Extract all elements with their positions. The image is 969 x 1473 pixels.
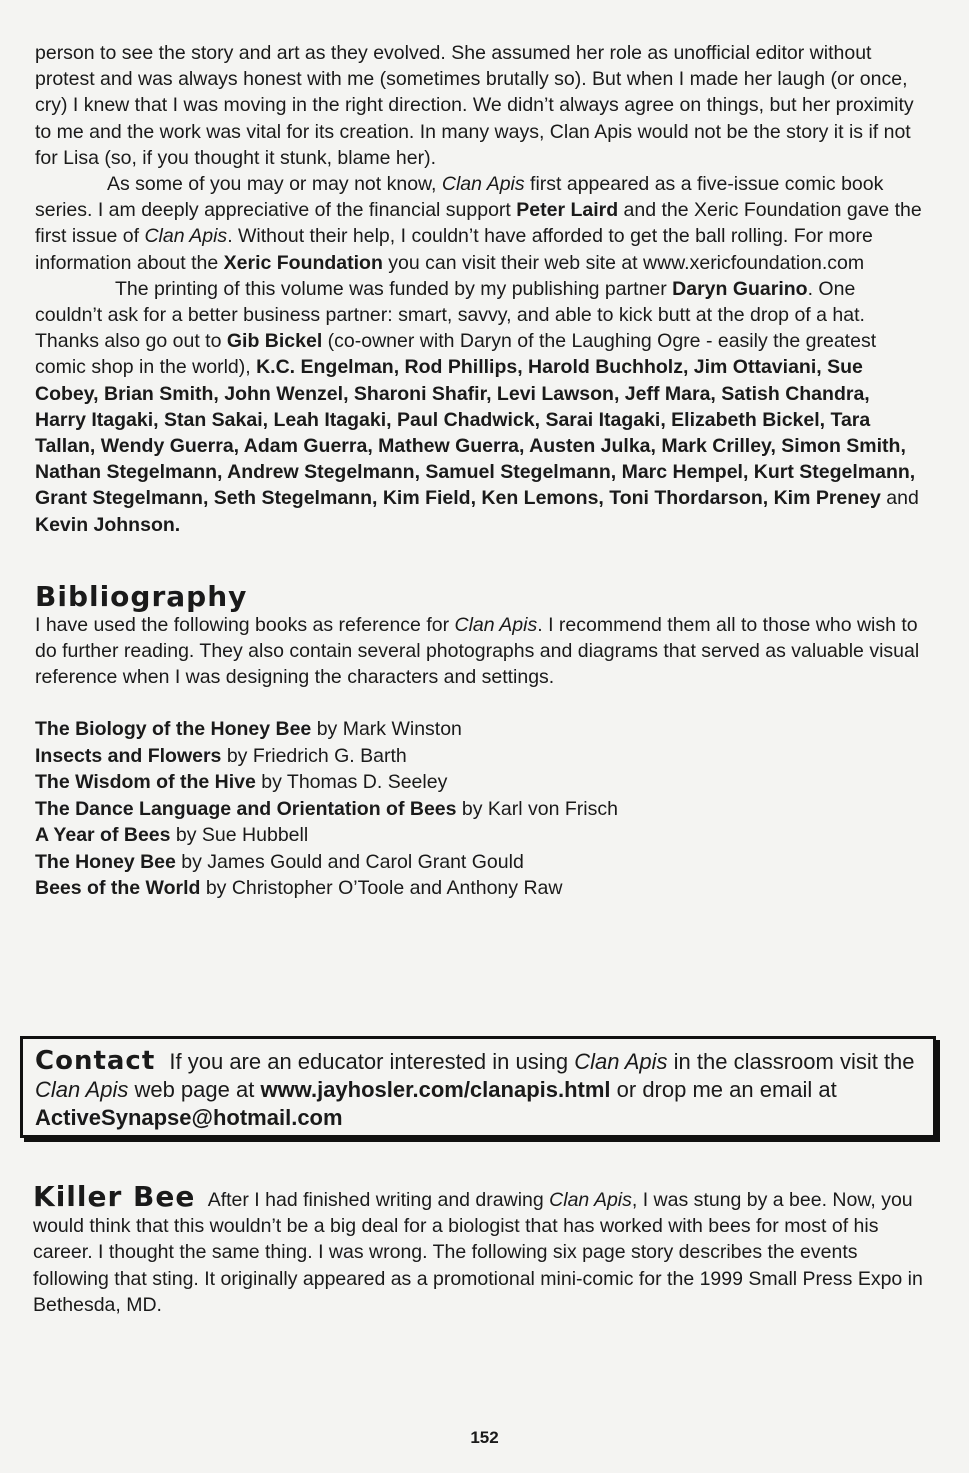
killer-bee-heading: Killer Bee — [33, 1180, 196, 1213]
bibliography-heading: Bibliography — [35, 579, 248, 613]
bibliography-intro: I have used the following books as reference for Clan Apis. I recommend them all to those who wish to do further reading. They also contain several photographs and diagrams that served as valuable visual reference when I was designing the characters and settings. — [35, 613, 920, 689]
contact-heading: Contact — [35, 1046, 156, 1076]
contact-box — [20, 1036, 936, 1138]
intro-paragraph-3: The printing of this volume was funded by my publishing partner Daryn Guarino. One couldn’t ask for a better business partner: smart, savvy, and able to kick butt at the drop of a hat. Thanks also go out to Gib Bickel (co-owner with Daryn of the Laughing Ogre - easily the greatest comic shop in the world), K.C. Engelman, Rod Phillips, Harold Buchholz, Jim Ottaviani, Sue Cobey, Brian Smith, John Wenzel, Sharoni Shafir, Levi Lawson, Jeff Mara, Satish Chandra, Harry Itagaki, Stan Sakai, Leah Itagaki, Paul Chadwick, Sarai Itagaki, Elizabeth Bickel, Tara Tallan, Wendy Guerra, Adam Guerra, Mathew Guerra, Austen Julka, Mark Crilley, Simon Smith, Nathan Stegelmann, Andrew Stegelmann, Samuel Stegelmann, Marc Hempel, Kurt Stegelmann, Grant Stegelmann, Seth Stegelmann, Kim Field, Ken Lemons, Toni Thordarson, Kim Preney and Kevin Johnson. — [35, 277, 919, 536]
killer-bee-text: Killer Bee After I had finished writing and drawing Clan Apis, I was stung by a bee. Now, you would think that this wouldn’t be a big deal for a biologist that has worked with bees for most of his career. I thought the same thing. I was wrong. The following six page story describes the events following that sting. It originally appeared as a promotional mini-comic for the 1999 Small Press Expo in Bethesda, MD. — [33, 1180, 923, 1316]
intro-paragraph-1: person to see the story and art as they evolved. She assumed her role as unofficial editor without protest and was always honest with me (sometimes brutally so). But when I made her laugh (or once, cry) I knew that I was moving in the right direction. We didn’t always agree on things, but her proximity to me and the work was vital for its creation. In many ways, Clan Apis would not be the story it is if not for Lisa (so, if you thought it stunk, blame her). — [35, 42, 914, 169]
list-item: The Dance Language and Orientation of Bees by Karl von Frisch — [35, 797, 618, 820]
list-item: The Biology of the Honey Bee by Mark Winston — [35, 718, 462, 741]
contact-text: Contact If you are an educator interested in using Clan Apis in the classroom visit the Clan Apis web page at www.jayhosler.com/clanapis.html or drop me an email at ActiveSynapse@hotmail.com — [35, 1046, 915, 1130]
intro-paragraph-2: As some of you may or may not know, Clan Apis first appeared as a five-issue comic book series. I am deeply appreciative of the financial support Peter Laird and the Xeric Foundation gave the first issue of Clan Apis. Without their help, I couldn’t have afforded to get the ball rolling. For more information about the Xeric Foundation you can visit their web site at www.xericfoundation.com — [35, 173, 922, 274]
list-item: Insects and Flowers by Friedrich G. Barth — [35, 744, 407, 767]
list-item: The Wisdom of the Hive by Thomas D. Seeley — [35, 771, 448, 794]
main-text — [35, 40, 925, 902]
list-item: Bees of the World by Christopher O’Toole and Anthony Raw — [35, 877, 563, 900]
website-link[interactable]: www.jayhosler.com/clanapis.html — [260, 1077, 611, 1102]
page-number: 152 — [470, 1428, 499, 1447]
list-item: The Honey Bee by James Gould and Carol Grant Gould — [35, 850, 524, 873]
list-item: A Year of Bees by Sue Hubbell — [35, 824, 309, 847]
bibliography-list — [35, 716, 925, 902]
killer-bee-section — [33, 1180, 928, 1318]
email-link[interactable]: ActiveSynapse@hotmail.com — [35, 1105, 343, 1130]
